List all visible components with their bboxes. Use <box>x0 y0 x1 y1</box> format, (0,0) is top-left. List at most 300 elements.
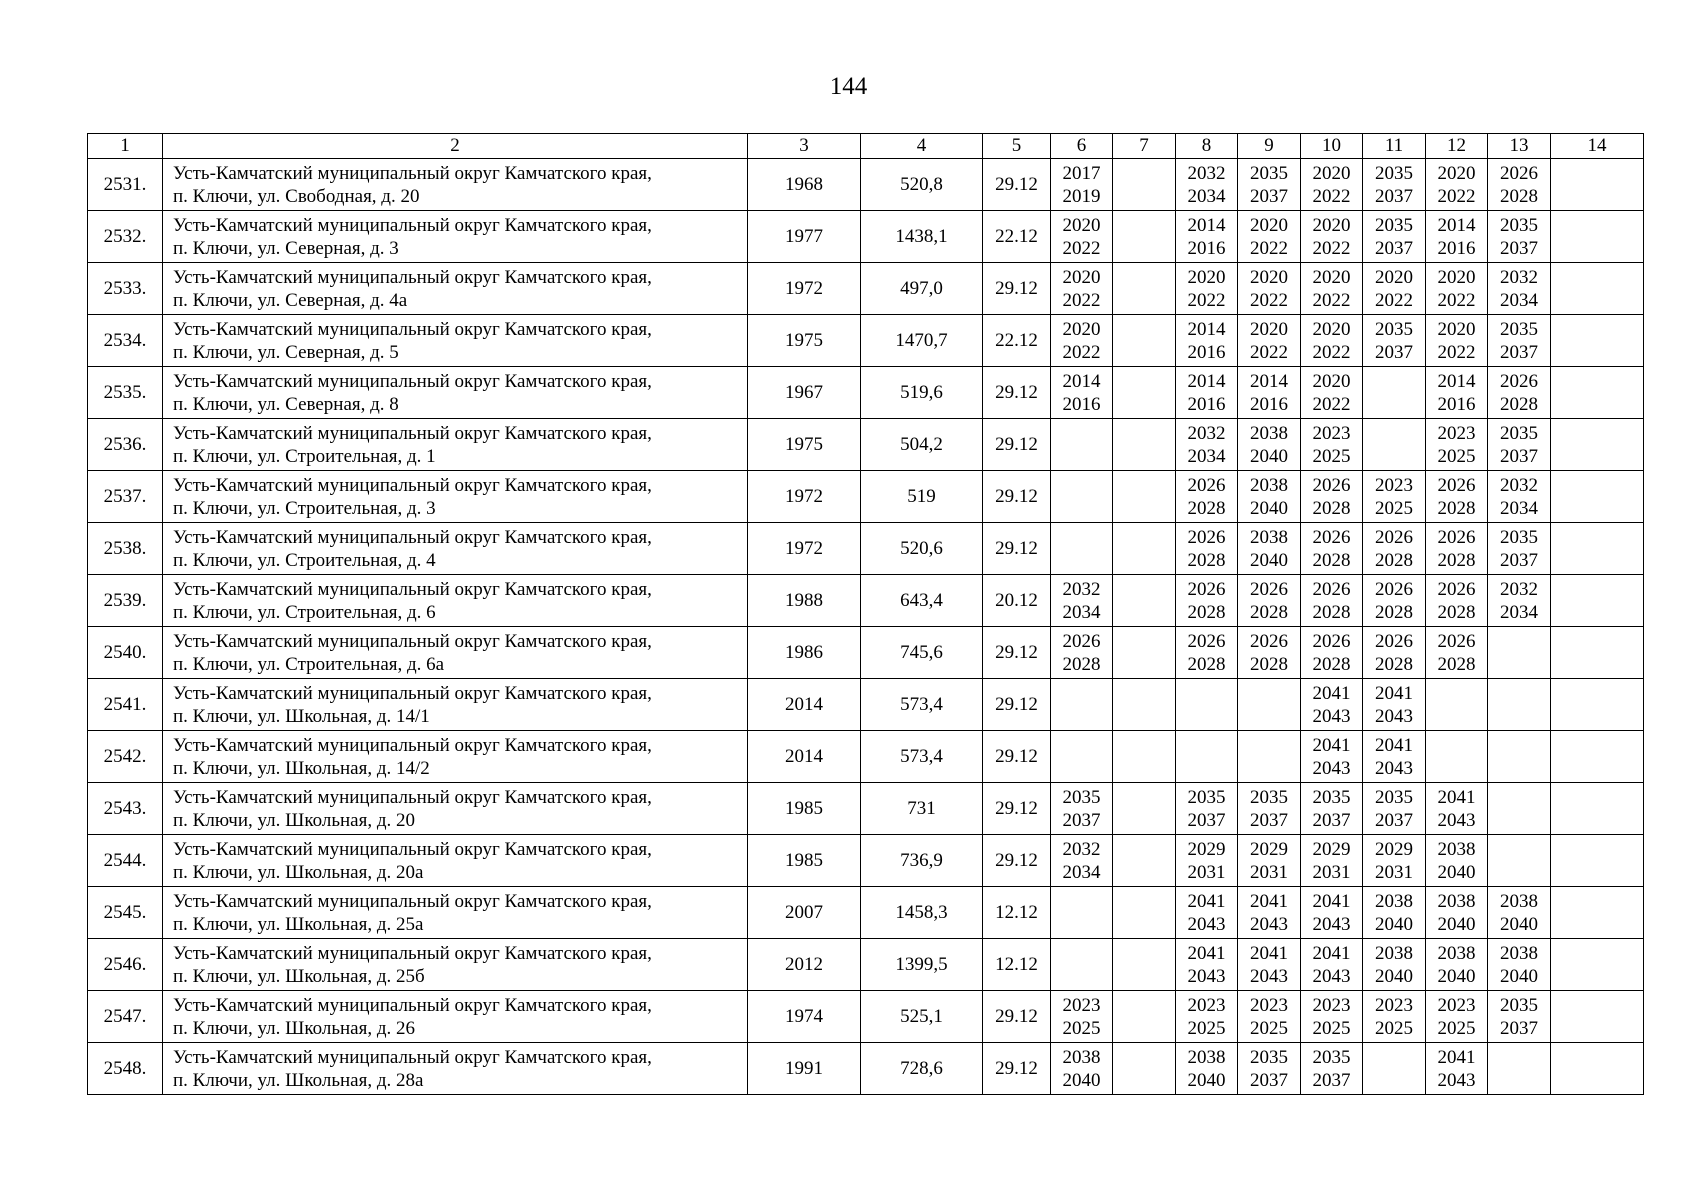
period-cell-col-6 <box>1051 627 1113 679</box>
period-start: 2032 <box>1062 838 1101 860</box>
period-cell-col-9 <box>1238 1043 1301 1095</box>
period-start: 2026 <box>1500 370 1538 392</box>
period-start: 2020 <box>1437 162 1476 184</box>
period-cell-col-12 <box>1426 1043 1488 1095</box>
period-cell-col-14 <box>1551 939 1644 991</box>
row-number: 2540. <box>88 627 163 679</box>
period-end: 2034 <box>1500 289 1538 311</box>
period-end: 2037 <box>1250 185 1288 207</box>
row-number: 2537. <box>88 471 163 523</box>
period-start: 2023 <box>1187 994 1226 1016</box>
period-cell-col-10 <box>1301 627 1363 679</box>
address-line-1: Усть-Камчатский муниципальный округ Камчатского края, <box>173 266 652 288</box>
period-end: 2025 <box>1375 497 1413 519</box>
period-start: 2026 <box>1062 630 1101 652</box>
area-cell: 573,4 <box>861 731 983 783</box>
period-end: 2025 <box>1312 1017 1351 1039</box>
period-cell-col-9 <box>1238 783 1301 835</box>
period-start: 2038 <box>1375 942 1413 964</box>
period-start: 2041 <box>1312 942 1351 964</box>
period-cell-col-7 <box>1113 835 1176 887</box>
column-header: 11 <box>1363 134 1426 159</box>
period-start: 2020 <box>1312 318 1351 340</box>
period-end: 2022 <box>1062 289 1101 311</box>
period-end: 2022 <box>1375 289 1413 311</box>
period-cell-col-12 <box>1426 991 1488 1043</box>
period-cell-col-11 <box>1363 835 1426 887</box>
period-cell-col-13 <box>1488 315 1551 367</box>
period-end: 2040 <box>1437 965 1476 987</box>
period-end: 2037 <box>1500 445 1538 467</box>
period-start: 2026 <box>1312 526 1351 548</box>
period-end: 2043 <box>1312 757 1351 779</box>
period-cell-col-11 <box>1363 523 1426 575</box>
period-end: 2022 <box>1062 237 1101 259</box>
period-end: 2028 <box>1250 653 1288 675</box>
row-number: 2535. <box>88 367 163 419</box>
period-end: 2040 <box>1062 1069 1101 1091</box>
period-end: 2022 <box>1062 341 1101 363</box>
period-end: 2040 <box>1250 497 1288 519</box>
period-cell-col-14 <box>1551 835 1644 887</box>
period-start: 2032 <box>1062 578 1101 600</box>
address-cell <box>163 367 748 419</box>
row-number: 2534. <box>88 315 163 367</box>
period-cell-col-13 <box>1488 523 1551 575</box>
column-header: 9 <box>1238 134 1301 159</box>
period-cell-col-12 <box>1426 731 1488 783</box>
address-line-2: п. Ключи, ул. Строительная, д. 3 <box>173 497 436 519</box>
period-cell-col-8 <box>1176 471 1238 523</box>
period-cell-col-14 <box>1551 263 1644 315</box>
period-cell-col-12 <box>1426 419 1488 471</box>
period-cell-col-10 <box>1301 471 1363 523</box>
period-cell-col-8 <box>1176 523 1238 575</box>
period-start: 2038 <box>1375 890 1413 912</box>
period-cell-col-11 <box>1363 471 1426 523</box>
address-cell <box>163 315 748 367</box>
period-cell-col-11 <box>1363 887 1426 939</box>
period-cell-col-7 <box>1113 679 1176 731</box>
row-number: 2532. <box>88 211 163 263</box>
period-end: 2043 <box>1375 705 1413 727</box>
address-line-2: п. Ключи, ул. Строительная, д. 4 <box>173 549 436 571</box>
period-start: 2020 <box>1250 266 1288 288</box>
period-end: 2037 <box>1062 809 1101 831</box>
period-cell-col-10 <box>1301 1043 1363 1095</box>
period-start: 2020 <box>1062 318 1101 340</box>
period-cell-col-9 <box>1238 523 1301 575</box>
period-end: 2040 <box>1500 913 1538 935</box>
period-end: 2037 <box>1250 1069 1288 1091</box>
period-end: 2043 <box>1250 913 1288 935</box>
period-start: 2029 <box>1312 838 1351 860</box>
period-end: 2034 <box>1187 445 1226 467</box>
address-line-2: п. Ключи, ул. Строительная, д. 6 <box>173 601 436 623</box>
period-end: 2043 <box>1375 757 1413 779</box>
period-start: 2038 <box>1062 1046 1101 1068</box>
period-end: 2028 <box>1312 601 1351 623</box>
build-year-cell: 1974 <box>748 991 861 1043</box>
period-cell-col-11 <box>1363 315 1426 367</box>
period-end: 2040 <box>1500 965 1538 987</box>
period-cell-col-8 <box>1176 419 1238 471</box>
period-end: 2031 <box>1312 861 1351 883</box>
period-cell-col-12 <box>1426 835 1488 887</box>
period-start: 2032 <box>1500 578 1538 600</box>
period-end: 2043 <box>1187 913 1226 935</box>
period-start: 2020 <box>1312 370 1351 392</box>
period-start: 2029 <box>1375 838 1413 860</box>
period-cell-col-6 <box>1051 575 1113 627</box>
period-cell-col-13 <box>1488 211 1551 263</box>
period-end: 2037 <box>1375 341 1413 363</box>
column-header: 5 <box>983 134 1051 159</box>
address-cell <box>163 991 748 1043</box>
period-cell-col-6 <box>1051 471 1113 523</box>
period-end: 2037 <box>1375 237 1413 259</box>
period-cell-col-7 <box>1113 783 1176 835</box>
date-cell: 22.12 <box>983 315 1051 367</box>
column-header: 2 <box>163 134 748 159</box>
build-year-cell: 1985 <box>748 835 861 887</box>
period-start: 2026 <box>1500 162 1538 184</box>
period-end: 2043 <box>1312 965 1351 987</box>
address-cell <box>163 263 748 315</box>
period-start: 2035 <box>1500 422 1538 444</box>
address-line-1: Усть-Камчатский муниципальный округ Камчатского края, <box>173 214 652 236</box>
period-cell-col-13 <box>1488 887 1551 939</box>
table-row <box>88 367 1644 419</box>
address-cell <box>163 835 748 887</box>
period-start: 2026 <box>1187 630 1226 652</box>
period-cell-col-14 <box>1551 1043 1644 1095</box>
period-cell-col-10 <box>1301 315 1363 367</box>
address-line-2: п. Ключи, ул. Школьная, д. 26 <box>173 1017 415 1039</box>
period-end: 2016 <box>1062 393 1101 415</box>
period-cell-col-8 <box>1176 731 1238 783</box>
period-start: 2035 <box>1375 318 1413 340</box>
period-start: 2041 <box>1250 890 1288 912</box>
period-start: 2020 <box>1062 214 1101 236</box>
area-cell: 736,9 <box>861 835 983 887</box>
period-cell-col-9 <box>1238 679 1301 731</box>
period-end: 2043 <box>1187 965 1226 987</box>
period-cell-col-9 <box>1238 939 1301 991</box>
area-cell: 1399,5 <box>861 939 983 991</box>
period-cell-col-12 <box>1426 575 1488 627</box>
period-start: 2035 <box>1250 162 1288 184</box>
period-cell-col-14 <box>1551 419 1644 471</box>
area-cell: 520,8 <box>861 159 983 211</box>
build-year-cell: 2014 <box>748 679 861 731</box>
period-start: 2038 <box>1437 890 1476 912</box>
period-end: 2043 <box>1437 809 1476 831</box>
period-end: 2028 <box>1187 549 1226 571</box>
period-cell-col-13 <box>1488 419 1551 471</box>
period-cell-col-11 <box>1363 627 1426 679</box>
period-cell-col-14 <box>1551 367 1644 419</box>
date-cell: 12.12 <box>983 939 1051 991</box>
period-cell-col-8 <box>1176 991 1238 1043</box>
period-cell-col-14 <box>1551 159 1644 211</box>
address-line-1: Усть-Камчатский муниципальный округ Камчатского края, <box>173 786 652 808</box>
period-end: 2031 <box>1250 861 1288 883</box>
date-cell: 29.12 <box>983 835 1051 887</box>
period-cell-col-7 <box>1113 887 1176 939</box>
period-end: 2022 <box>1437 341 1476 363</box>
period-cell-col-8 <box>1176 783 1238 835</box>
address-line-2: п. Ключи, ул. Школьная, д. 14/1 <box>173 705 430 727</box>
period-end: 2016 <box>1187 237 1226 259</box>
period-cell-col-11 <box>1363 679 1426 731</box>
period-end: 2037 <box>1250 809 1288 831</box>
period-cell-col-9 <box>1238 419 1301 471</box>
address-line-1: Усть-Камчатский муниципальный округ Камчатского края, <box>173 942 652 964</box>
address-cell <box>163 887 748 939</box>
period-cell-col-14 <box>1551 991 1644 1043</box>
address-line-2: п. Ключи, ул. Школьная, д. 20 <box>173 809 415 831</box>
period-cell-col-11 <box>1363 991 1426 1043</box>
period-cell-col-11 <box>1363 731 1426 783</box>
period-start: 2038 <box>1187 1046 1226 1068</box>
column-header: 4 <box>861 134 983 159</box>
period-cell-col-6 <box>1051 315 1113 367</box>
address-line-2: п. Ключи, ул. Школьная, д. 20а <box>173 861 424 883</box>
build-year-cell: 1975 <box>748 315 861 367</box>
period-start: 2026 <box>1437 578 1476 600</box>
period-end: 2022 <box>1437 185 1476 207</box>
period-cell-col-12 <box>1426 263 1488 315</box>
period-start: 2038 <box>1250 422 1288 444</box>
period-cell-col-12 <box>1426 523 1488 575</box>
date-cell: 29.12 <box>983 471 1051 523</box>
period-cell-col-8 <box>1176 1043 1238 1095</box>
period-cell-col-11 <box>1363 159 1426 211</box>
period-start: 2035 <box>1500 318 1538 340</box>
column-header: 14 <box>1551 134 1644 159</box>
period-start: 2023 <box>1437 422 1476 444</box>
period-start: 2032 <box>1500 266 1538 288</box>
period-end: 2028 <box>1437 601 1476 623</box>
period-cell-col-12 <box>1426 471 1488 523</box>
address-line-1: Усть-Камчатский муниципальный округ Камчатского края, <box>173 838 652 860</box>
address-line-1: Усть-Камчатский муниципальный округ Камчатского края, <box>173 578 652 600</box>
area-cell: 519,6 <box>861 367 983 419</box>
period-cell-col-9 <box>1238 627 1301 679</box>
area-cell: 520,6 <box>861 523 983 575</box>
area-cell: 497,0 <box>861 263 983 315</box>
area-cell: 728,6 <box>861 1043 983 1095</box>
period-cell-col-13 <box>1488 835 1551 887</box>
period-end: 2025 <box>1375 1017 1413 1039</box>
period-start: 2041 <box>1437 786 1476 808</box>
period-cell-col-6 <box>1051 523 1113 575</box>
table-row <box>88 263 1644 315</box>
period-cell-col-7 <box>1113 159 1176 211</box>
address-cell <box>163 575 748 627</box>
period-start: 2014 <box>1250 370 1288 392</box>
date-cell: 22.12 <box>983 211 1051 263</box>
period-end: 2028 <box>1187 497 1226 519</box>
period-start: 2014 <box>1437 370 1476 392</box>
period-end: 2037 <box>1375 809 1413 831</box>
period-cell-col-6 <box>1051 991 1113 1043</box>
period-cell-col-6 <box>1051 679 1113 731</box>
period-start: 2026 <box>1312 474 1351 496</box>
row-number: 2531. <box>88 159 163 211</box>
period-end: 2034 <box>1062 861 1101 883</box>
address-line-1: Усть-Камчатский муниципальный округ Камчатского края, <box>173 422 652 444</box>
period-end: 2025 <box>1437 445 1476 467</box>
area-cell: 731 <box>861 783 983 835</box>
address-line-1: Усть-Камчатский муниципальный округ Камчатского края, <box>173 162 652 184</box>
period-cell-col-10 <box>1301 939 1363 991</box>
period-end: 2040 <box>1437 861 1476 883</box>
period-start: 2026 <box>1375 630 1413 652</box>
column-header: 12 <box>1426 134 1488 159</box>
period-end: 2031 <box>1375 861 1413 883</box>
address-line-2: п. Ключи, ул. Свободная, д. 20 <box>173 185 420 207</box>
period-start: 2026 <box>1375 526 1413 548</box>
period-start: 2038 <box>1250 474 1288 496</box>
table-row <box>88 679 1644 731</box>
address-cell <box>163 211 748 263</box>
period-cell-col-9 <box>1238 159 1301 211</box>
period-start: 2023 <box>1062 994 1101 1016</box>
table-row <box>88 1043 1644 1095</box>
build-year-cell: 1977 <box>748 211 861 263</box>
address-line-1: Усть-Камчатский муниципальный округ Камчатского края, <box>173 526 652 548</box>
period-start: 2023 <box>1375 474 1413 496</box>
period-end: 2040 <box>1250 549 1288 571</box>
address-cell <box>163 939 748 991</box>
period-cell-col-10 <box>1301 419 1363 471</box>
period-end: 2025 <box>1250 1017 1288 1039</box>
period-start: 2020 <box>1312 214 1351 236</box>
build-year-cell: 2012 <box>748 939 861 991</box>
period-start: 2026 <box>1312 578 1351 600</box>
period-end: 2040 <box>1250 445 1288 467</box>
period-end: 2022 <box>1250 289 1288 311</box>
table-row <box>88 991 1644 1043</box>
address-line-1: Усть-Камчатский муниципальный округ Камчатского края, <box>173 1046 652 1068</box>
period-start: 2026 <box>1187 474 1226 496</box>
address-line-1: Усть-Камчатский муниципальный округ Камчатского края, <box>173 474 652 496</box>
address-line-2: п. Ключи, ул. Школьная, д. 28а <box>173 1069 424 1091</box>
area-cell: 573,4 <box>861 679 983 731</box>
period-cell-col-8 <box>1176 835 1238 887</box>
period-cell-col-7 <box>1113 263 1176 315</box>
period-cell-col-13 <box>1488 159 1551 211</box>
period-start: 2035 <box>1375 786 1413 808</box>
period-end: 2037 <box>1500 1017 1538 1039</box>
period-end: 2040 <box>1375 965 1413 987</box>
period-end: 2040 <box>1437 913 1476 935</box>
period-end: 2034 <box>1500 497 1538 519</box>
period-start: 2032 <box>1187 162 1226 184</box>
column-header: 1 <box>88 134 163 159</box>
date-cell: 29.12 <box>983 159 1051 211</box>
date-cell: 20.12 <box>983 575 1051 627</box>
period-cell-col-9 <box>1238 575 1301 627</box>
period-end: 2028 <box>1437 549 1476 571</box>
period-cell-col-14 <box>1551 887 1644 939</box>
period-cell-col-7 <box>1113 367 1176 419</box>
period-cell-col-8 <box>1176 159 1238 211</box>
period-end: 2016 <box>1437 393 1476 415</box>
period-end: 2025 <box>1312 445 1351 467</box>
period-end: 2028 <box>1312 497 1351 519</box>
period-cell-col-14 <box>1551 575 1644 627</box>
period-end: 2022 <box>1312 185 1351 207</box>
row-number: 2539. <box>88 575 163 627</box>
area-cell: 1438,1 <box>861 211 983 263</box>
period-cell-col-13 <box>1488 731 1551 783</box>
period-end: 2037 <box>1312 1069 1351 1091</box>
period-end: 2022 <box>1250 237 1288 259</box>
period-cell-col-9 <box>1238 835 1301 887</box>
period-cell-col-6 <box>1051 835 1113 887</box>
row-number: 2548. <box>88 1043 163 1095</box>
period-cell-col-7 <box>1113 523 1176 575</box>
period-end: 2043 <box>1312 705 1351 727</box>
column-header: 7 <box>1113 134 1176 159</box>
period-end: 2037 <box>1375 185 1413 207</box>
period-cell-col-9 <box>1238 315 1301 367</box>
area-cell: 1470,7 <box>861 315 983 367</box>
build-year-cell: 1972 <box>748 263 861 315</box>
period-end: 2037 <box>1500 237 1538 259</box>
period-end: 2037 <box>1500 341 1538 363</box>
period-cell-col-12 <box>1426 679 1488 731</box>
period-start: 2041 <box>1375 682 1413 704</box>
period-start: 2014 <box>1187 370 1226 392</box>
address-line-2: п. Ключи, ул. Северная, д. 8 <box>173 393 399 415</box>
period-cell-col-11 <box>1363 419 1426 471</box>
period-cell-col-6 <box>1051 211 1113 263</box>
period-end: 2022 <box>1312 393 1351 415</box>
period-end: 2034 <box>1500 601 1538 623</box>
period-cell-col-13 <box>1488 1043 1551 1095</box>
period-start: 2032 <box>1500 474 1538 496</box>
period-cell-col-6 <box>1051 1043 1113 1095</box>
period-cell-col-9 <box>1238 211 1301 263</box>
table-row <box>88 315 1644 367</box>
period-cell-col-10 <box>1301 991 1363 1043</box>
period-cell-col-7 <box>1113 315 1176 367</box>
period-end: 2034 <box>1062 601 1101 623</box>
period-start: 2035 <box>1375 214 1413 236</box>
column-header: 3 <box>748 134 861 159</box>
address-line-2: п. Ключи, ул. Школьная, д. 25а <box>173 913 424 935</box>
period-cell-col-7 <box>1113 471 1176 523</box>
period-cell-col-14 <box>1551 679 1644 731</box>
column-header: 13 <box>1488 134 1551 159</box>
period-cell-col-13 <box>1488 679 1551 731</box>
period-start: 2014 <box>1187 214 1226 236</box>
period-end: 2037 <box>1187 809 1226 831</box>
period-end: 2028 <box>1187 653 1226 675</box>
period-end: 2028 <box>1437 497 1476 519</box>
period-start: 2014 <box>1437 214 1476 236</box>
period-cell-col-12 <box>1426 887 1488 939</box>
period-start: 2032 <box>1187 422 1226 444</box>
date-cell: 29.12 <box>983 419 1051 471</box>
period-start: 2041 <box>1312 682 1351 704</box>
row-number: 2545. <box>88 887 163 939</box>
period-end: 2019 <box>1062 185 1101 207</box>
